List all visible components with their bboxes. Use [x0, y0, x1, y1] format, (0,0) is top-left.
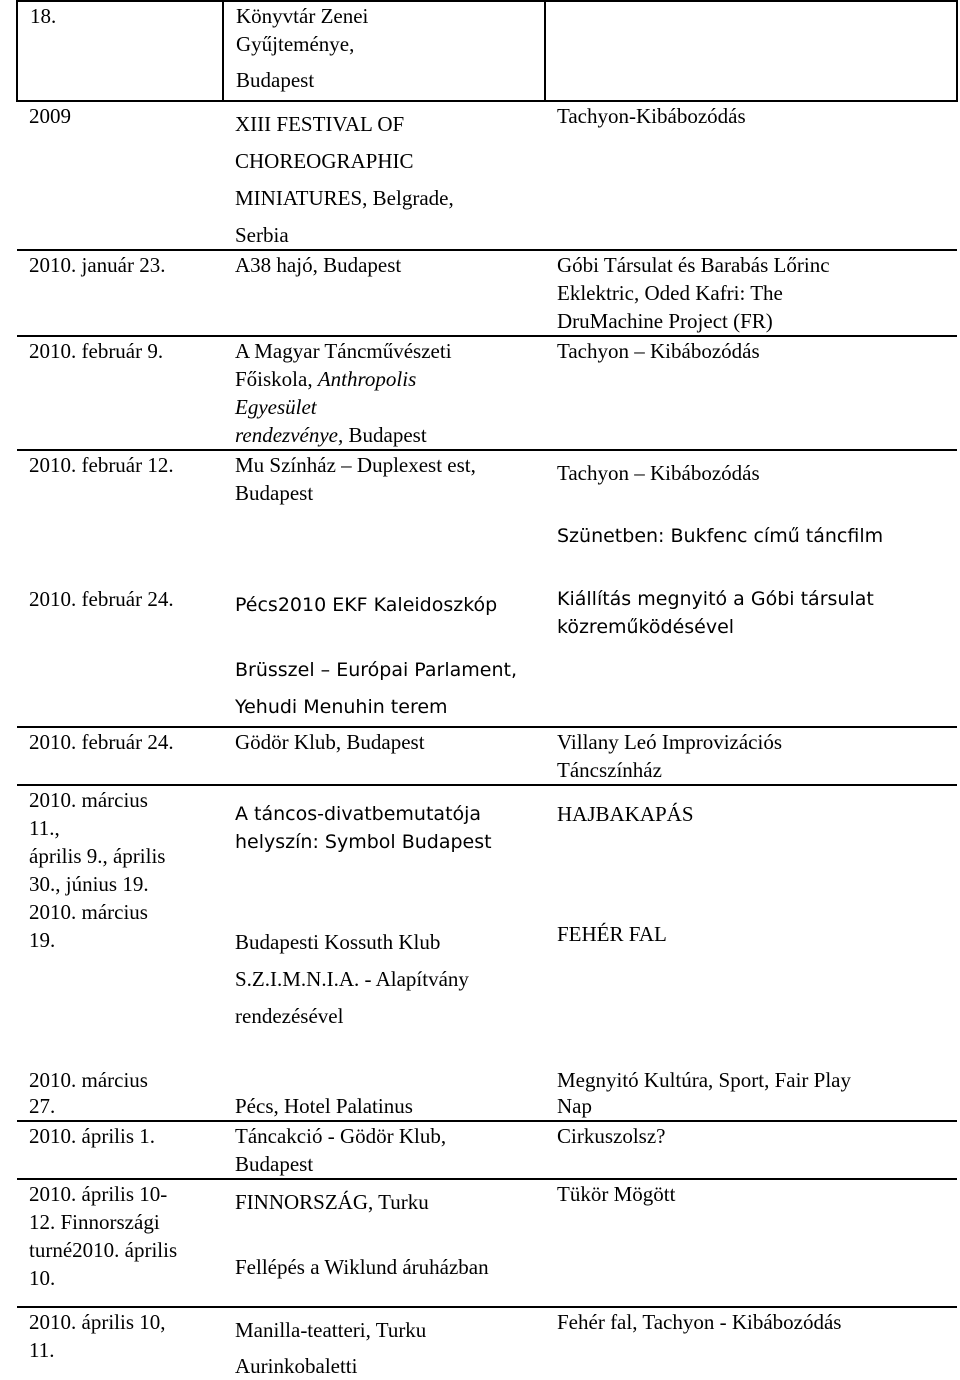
title-text: Tachyon – Kibábozódás	[557, 339, 760, 363]
title-cell	[545, 336, 957, 450]
venue-cell	[223, 450, 545, 585]
venue-text: Budapest	[236, 68, 315, 92]
date-text: 2010. április 10,	[29, 1310, 166, 1334]
venue-cell	[223, 1066, 545, 1121]
venue-text: Aurinkobaletti	[235, 1354, 358, 1378]
venue-text: Yehudi Menuhin terem	[235, 696, 448, 718]
date-text: április 9., április	[29, 844, 166, 868]
title-cell	[545, 101, 957, 250]
table-row	[17, 1307, 957, 1380]
venue-text: MINIATURES, Belgrade,	[235, 186, 454, 210]
date-text: 2010. február 24.	[29, 587, 174, 611]
title-cell	[545, 727, 957, 785]
date-cell	[17, 450, 223, 585]
table-row	[17, 785, 957, 898]
venue-text: Serbia	[235, 223, 289, 247]
table-row	[17, 898, 957, 1066]
date-cell	[17, 1066, 223, 1121]
date-cell	[17, 1307, 223, 1380]
venue-cell	[223, 1, 545, 101]
date-cell	[17, 250, 223, 336]
date-text: 12. Finnországi	[29, 1210, 160, 1234]
venue-text: XIII FESTIVAL OF	[235, 112, 405, 136]
date-text: 19.	[29, 928, 56, 952]
date-text: 2010. március	[29, 900, 148, 924]
title-cell	[545, 898, 957, 1066]
venue-text: Gyűjteménye,	[236, 32, 355, 56]
title-text: Eklektric, Oded Kafri: The	[557, 281, 783, 305]
venue-text: Mu Színház – Duplexest est,	[235, 453, 476, 477]
title-text: közreműködésével	[557, 616, 735, 638]
title-cell	[545, 1, 957, 101]
title-text: Tachyon – Kibábozódás	[557, 461, 760, 485]
venue-cell	[223, 1179, 545, 1307]
venue-cell	[223, 898, 545, 1066]
date-cell	[17, 336, 223, 450]
title-cell	[545, 1066, 957, 1121]
date-cell	[17, 1, 223, 101]
table-row	[17, 450, 957, 585]
title-cell	[545, 450, 957, 585]
date-text: 10.	[29, 1266, 56, 1290]
title-cell	[545, 785, 957, 898]
venue-text: FINNORSZÁG, Turku	[235, 1190, 429, 1214]
venue-text: S.Z.I.M.N.I.A. - Alapítvány	[235, 967, 469, 991]
title-text: Fehér fal, Tachyon - Kibábozódás	[557, 1310, 842, 1334]
date-cell	[17, 1121, 223, 1179]
date-text: 2010. február 24.	[29, 730, 174, 754]
table-row	[17, 336, 957, 450]
table-row	[17, 101, 957, 250]
venue-cell	[223, 1121, 545, 1179]
venue-text: Gödör Klub, Budapest	[235, 730, 425, 754]
date-text: 27.	[29, 1094, 56, 1118]
date-text: 11.	[29, 1338, 55, 1362]
title-text: Nap	[557, 1094, 592, 1118]
venue-text: A Magyar Táncművészeti	[235, 339, 452, 363]
table-row	[17, 585, 957, 727]
venue-text: A táncos-divatbemutatója	[235, 803, 482, 825]
title-text: Szünetben: Bukfenc című táncfilm	[557, 525, 884, 547]
venue-cell	[223, 101, 545, 250]
date-text: 2010. április 1.	[29, 1124, 155, 1148]
title-cell	[545, 1307, 957, 1380]
title-text: Tükör Mögött	[557, 1182, 676, 1206]
date-cell	[17, 898, 223, 1066]
table-row	[17, 1, 957, 101]
date-text: 2010. január 23.	[29, 253, 166, 277]
venue-text: Egyesület	[235, 395, 317, 419]
venue-text: Manilla-teatteri, Turku	[235, 1318, 427, 1342]
venue-text: Budapest	[235, 1152, 314, 1176]
title-cell	[545, 250, 957, 336]
table-row	[17, 250, 957, 336]
title-text: Góbi Társulat és Barabás Lőrinc	[557, 253, 830, 277]
title-text: DruMachine Project (FR)	[557, 309, 773, 333]
date-cell	[17, 585, 223, 727]
venue-text: Főiskola, Anthropolis	[235, 367, 417, 391]
title-text: Táncszínház	[557, 758, 662, 782]
performance-schedule-table	[16, 0, 958, 1380]
date-cell	[17, 101, 223, 250]
title-text: Villany Leó Improvizációs	[557, 730, 783, 754]
venue-text: Brüsszel – Európai Parlament,	[235, 659, 518, 681]
venue-text: CHOREOGRAPHIC	[235, 149, 414, 173]
title-cell	[545, 1121, 957, 1179]
date-text: 11.,	[29, 816, 60, 840]
title-cell	[545, 585, 957, 727]
venue-text: Pécs2010 EKF Kaleidoszkóp	[235, 594, 498, 616]
venue-text: rendezésével	[235, 1004, 344, 1028]
title-cell	[545, 1179, 957, 1307]
title-text: Tachyon-Kibábozódás	[557, 104, 746, 128]
title-text: Megnyitó Kultúra, Sport, Fair Play	[557, 1068, 851, 1092]
venue-cell	[223, 727, 545, 785]
title-text: FEHÉR FAL	[557, 922, 667, 946]
date-text: 2010. február 12.	[29, 453, 174, 477]
date-text: 2010. április 10-	[29, 1182, 168, 1206]
date-text: 2009	[29, 104, 71, 128]
date-cell	[17, 1179, 223, 1307]
venue-text: Pécs, Hotel Palatinus	[235, 1094, 413, 1118]
table-row	[17, 1066, 957, 1121]
table-row	[17, 1179, 957, 1307]
venue-cell	[223, 1307, 545, 1380]
table-row	[17, 727, 957, 785]
date-text: 2010. február 9.	[29, 339, 164, 363]
date-text: 30., június 19.	[29, 872, 149, 896]
date-text: 2010. március	[29, 1068, 148, 1092]
date-cell	[17, 785, 223, 898]
venue-text: A38 hajó, Budapest	[235, 253, 402, 277]
date-text: 18.	[30, 4, 57, 28]
venue-cell	[223, 785, 545, 898]
venue-text: Könyvtár Zenei	[236, 4, 369, 28]
venue-text: Budapesti Kossuth Klub	[235, 930, 441, 954]
table-row	[17, 1121, 957, 1179]
title-text: Kiállítás megnyitó a Góbi társulat	[557, 588, 874, 610]
title-text: HAJBAKAPÁS	[557, 802, 694, 826]
date-cell	[17, 727, 223, 785]
venue-text: Táncakció - Gödör Klub,	[235, 1124, 447, 1148]
venue-cell	[223, 585, 545, 727]
venue-text: Budapest	[235, 481, 314, 505]
title-text: Cirkuszolsz?	[557, 1124, 666, 1148]
date-text: turné2010. április	[29, 1238, 178, 1262]
date-text: 2010. március	[29, 788, 148, 812]
venue-text: Fellépés a Wiklund áruházban	[235, 1255, 489, 1279]
venue-cell	[223, 336, 545, 450]
venue-text: helyszín: Symbol Budapest	[235, 831, 492, 853]
venue-text: rendezvénye, Budapest	[235, 423, 427, 447]
venue-cell	[223, 250, 545, 336]
